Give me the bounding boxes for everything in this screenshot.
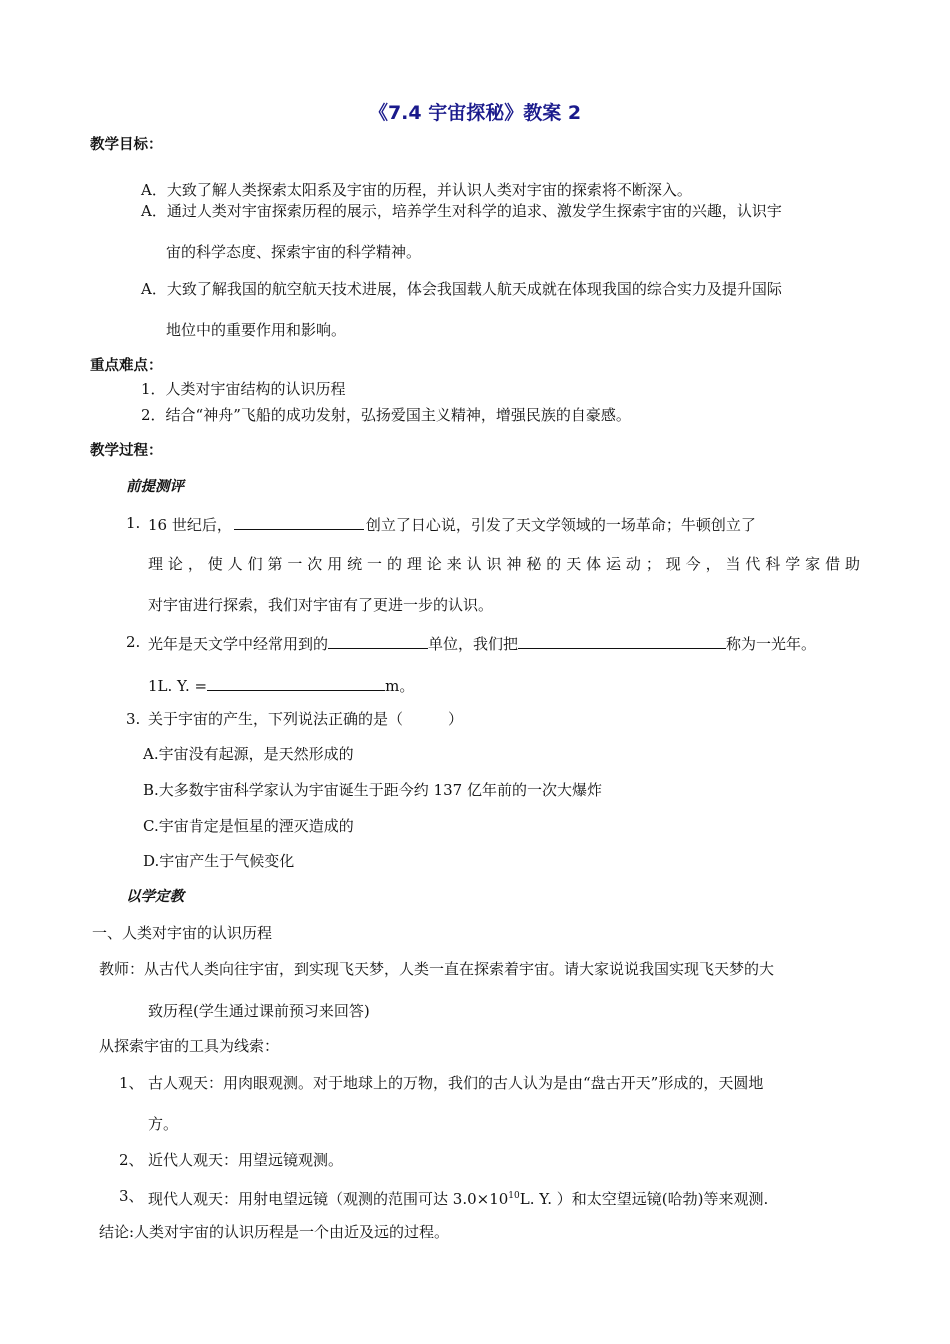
question-2-text-b: 单位，我们把	[428, 635, 519, 653]
objective-item: A．通过人类对宇宙探索历程的展示，培养学生对科学的追求、激发学生探索宇宙的兴趣，认识宇	[141, 202, 782, 220]
teacher-line-2: 致历程(学生通过课前预习来回答)	[148, 1002, 370, 1020]
option-c: C.宇宙肯定是恒星的湮灭造成的	[143, 817, 354, 835]
keypoint-item: 2．结合“神舟”飞船的成功发射，弘扬爱国主义精神，增强民族的自豪感。	[141, 406, 631, 424]
objective-item-continued: 地位中的重要作用和影响。	[166, 321, 347, 339]
option-a: A.宇宙没有起源，是天然形成的	[143, 745, 354, 763]
question-2-text-c: 称为一光年。	[726, 635, 817, 653]
objective-item: A．大致了解人类探索太阳系及宇宙的历程，并认识人类对宇宙的探索将不断深入。	[141, 181, 692, 199]
step-number: 2、	[119, 1151, 144, 1169]
keypoints-heading: 重点难点：	[90, 358, 163, 374]
step-2-text: 近代人观天：用望远镜观测。	[148, 1151, 344, 1169]
question-number: 1.	[126, 514, 141, 532]
objective-item-continued: 宙的科学态度、探索宇宙的科学精神。	[166, 243, 422, 261]
question-1-text-b: 创立了日心说，引发了天文学领域的一场革命；牛顿创立了	[365, 516, 756, 534]
objectives-heading: 教学目标：	[90, 137, 163, 153]
option-b: B.大多数宇宙科学家认为宇宙诞生于距今约 137 亿年前的一次大爆炸	[143, 781, 602, 799]
pretest-heading: 前提测评	[126, 479, 184, 495]
question-3-text: 关于宇宙的产生，下列说法正确的是（ ）	[148, 710, 464, 728]
section-heading: 一、人类对宇宙的认识历程	[92, 924, 273, 942]
question-1-text-a: 16 世纪后，	[148, 516, 232, 534]
teach-heading: 以学定教	[126, 889, 184, 905]
question-1-line-2: 理论，使人们第一次用统一的理论来认识神秘的天体运动；现今，当代科学家借助	[148, 555, 860, 573]
question-2-line-1	[148, 632, 816, 654]
answer-blank[interactable]	[234, 513, 364, 530]
question-number: 2.	[126, 633, 141, 651]
question-1-line-3: 对宇宙进行探索，我们对宇宙有了更进一步的认识。	[148, 596, 494, 614]
question-number: 3.	[126, 710, 141, 728]
answer-blank[interactable]	[328, 632, 428, 649]
step-3-text-a: 现代人观天：用射电望远镜（观测的范围可达 3.0×10	[148, 1190, 509, 1208]
objective-item: A．大致了解我国的航空航天技术进展，体会我国载人航天成就在体现我国的综合实力及提升国际	[141, 280, 782, 298]
clue-text: 从探索宇宙的工具为线索：	[99, 1037, 280, 1055]
step-3-text-b: L. Y. ）和太空望远镜(哈勃)等来观测.	[519, 1190, 769, 1208]
answer-blank[interactable]	[207, 674, 385, 691]
conclusion: 结论:人类对宇宙的认识历程是一个由近及远的过程。	[99, 1223, 450, 1241]
step-number: 1、	[119, 1074, 144, 1092]
document-title: 《7.4 宇宙探秘》教案 2	[368, 102, 582, 124]
question-2-text-a: 光年是天文学中经常用到的	[148, 635, 329, 653]
process-heading: 教学过程：	[90, 443, 163, 459]
step-3-text	[148, 1186, 768, 1209]
question-2-line2-b: m。	[385, 677, 415, 695]
step-1-line-1: 古人观天：用肉眼观测。对于地球上的万物，我们的古人认为是由“盘古开天”形成的，天圆地	[148, 1074, 764, 1092]
step-1-line-2: 方。	[148, 1115, 179, 1133]
keypoint-item: 1．人类对宇宙结构的认识历程	[141, 380, 346, 398]
step-number: 3、	[119, 1187, 144, 1205]
step-3-exponent: 10	[508, 1191, 520, 1201]
question-2-line2-a: 1L. Y. =	[148, 677, 208, 695]
teacher-line-1: 教师：从古代人类向往宇宙，到实现飞天梦，人类一直在探索着宇宙。请大家说说我国实现飞天梦的大	[99, 960, 775, 978]
answer-blank[interactable]	[518, 632, 726, 649]
question-1-line-1	[148, 513, 756, 535]
question-2-line-2	[148, 674, 414, 696]
option-d: D.宇宙产生于气候变化	[143, 852, 295, 870]
